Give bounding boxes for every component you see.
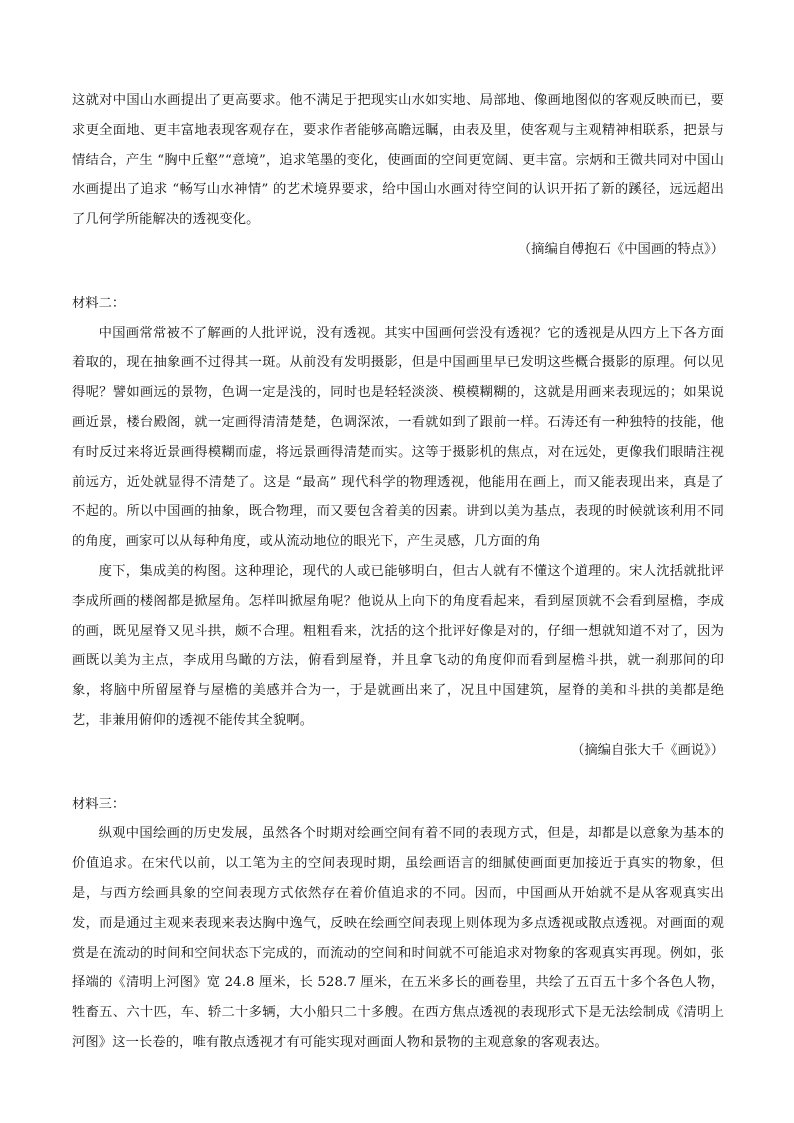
source-citation-one: （摘编自傅抱石《中国画的特点》）: [517, 241, 724, 257]
section-heading-material-three: 材料三：: [72, 796, 126, 812]
source-citation-two: （摘编自张大千《画说》）: [571, 742, 724, 758]
document-page: [72, 86, 724, 1058]
paragraph-material-two: 中国画常常被不了解画的人批评说，没有透视。其实中国画何尝没有透视？它的透视是从四方上下各方面着取的，现在抽象画不过得其一斑。从前没有发明摄影，但是中国画里早已发明这些概合摄影的原理。何以见得呢？譬如画远的景物，色调一定是浅的，同时也是轻轻淡淡、模模糊糊的，这就是用画来表现远的；如果说画近景，楼台殿阁，就一定画得清清楚楚，色调深浓，一看就如到了跟前一样。石涛还有一种独特的技能，他有时反过来将近景画得模糊而虚，将远景画得清楚而实。这等于摄影机的焦点，对在远处，更像我们眼睛注视前远方，近处就显得不清楚了。这是 “最高” 现代科学的物理透视，他能用在画上，而又能表现出来，真是了不起的。所以中国画的抽象，既合物理，而又要包含着美的因素。讲到以美为基点，表现的时候就该利用不同的角度，画家可以从每种角度，或从流动地位的眼光下，产生灵感，几方面的角: [72, 325, 724, 550]
section-heading-material-two: 材料二：: [72, 295, 126, 311]
paragraph-material-one-end: 这就对中国山水画提出了更高要求。他不满足于把现实山水如实地、局部地、像画地图似的客观反映而已，要求更全面地、更丰富地表现客观存在，要求作者能够高瞻远瞩，由表及里，使客观与主观精神相联系，把景与情结合，产生 “胸中丘壑”“意境”，追求笔墨的变化，使画面的空间更宽阔、更丰富。宗炳和王微共同对中国山水画提出了追求 “畅写山水神情” 的艺术境界要求，给中国山水画对待空间的认识开拓了新的蹊径，远远超出了几何学所能解决的透视变化。: [72, 93, 724, 228]
paragraph-material-two-continued: 度下，集成美的构图。这种理论，现代的人或已能够明白，但古人就有不懂这个道理的。宋人沈括就批评李成所画的楼阁都是掀屋角。怎样叫掀屋角呢？他说从上向下的角度看起来，看到屋顶就不会看到屋檐，李成的画，既见屋脊又见斗拱，颇不合理。粗粗看来，沈括的这个批评好像是对的，仔细一想就知道不对了，因为画既以美为主点，李成用鸟瞰的方法，俯看到屋脊，并且拿飞动的角度仰而看到屋檐斗拱，就一刹那间的印象，将脑中所留屋脊与屋檐的美感并合为一，于是就画出来了，况且中国建筑，屋脊的美和斗拱的美都是绝艺，非兼用俯仰的透视不能传其全貌啊。: [72, 563, 724, 728]
paragraph-material-three: 纵观中国绘画的历史发展，虽然各个时期对绘画空间有着不同的表现方式，但是，却都是以意象为基本的价值追求。在宋代以前，以工笔为主的空间表现时期，虽绘画语言的细腻使画面更加接近于真实的物象，但是，与西方绘画具象的空间表现方式依然存在着价值追求的不同。因而，中国画从开始就不是从客观真实出发，而是通过主观来表现来表达胸中逸气，反映在绘画空间表现上则体现为多点透视或散点透视。对画面的观赏是在流动的时间和空间状态下完成的，而流动的空间和时间就不可能追求对物象的客观真实再现。例如，张择端的《清明上河图》宽 24.8 厘米，长 528.7 厘米，在五米多长的画卷里，共绘了五百五十多个各色人物，牲畜五、六十匹，车、轿二十多辆，大小船只二十多艘。在西方焦点透视的表现形式下是无法绘制成《清明上河图》这一长卷的，唯有散点透视才有可能实现对画面人物和景物的主观意象的客观表达。: [72, 826, 724, 1050]
